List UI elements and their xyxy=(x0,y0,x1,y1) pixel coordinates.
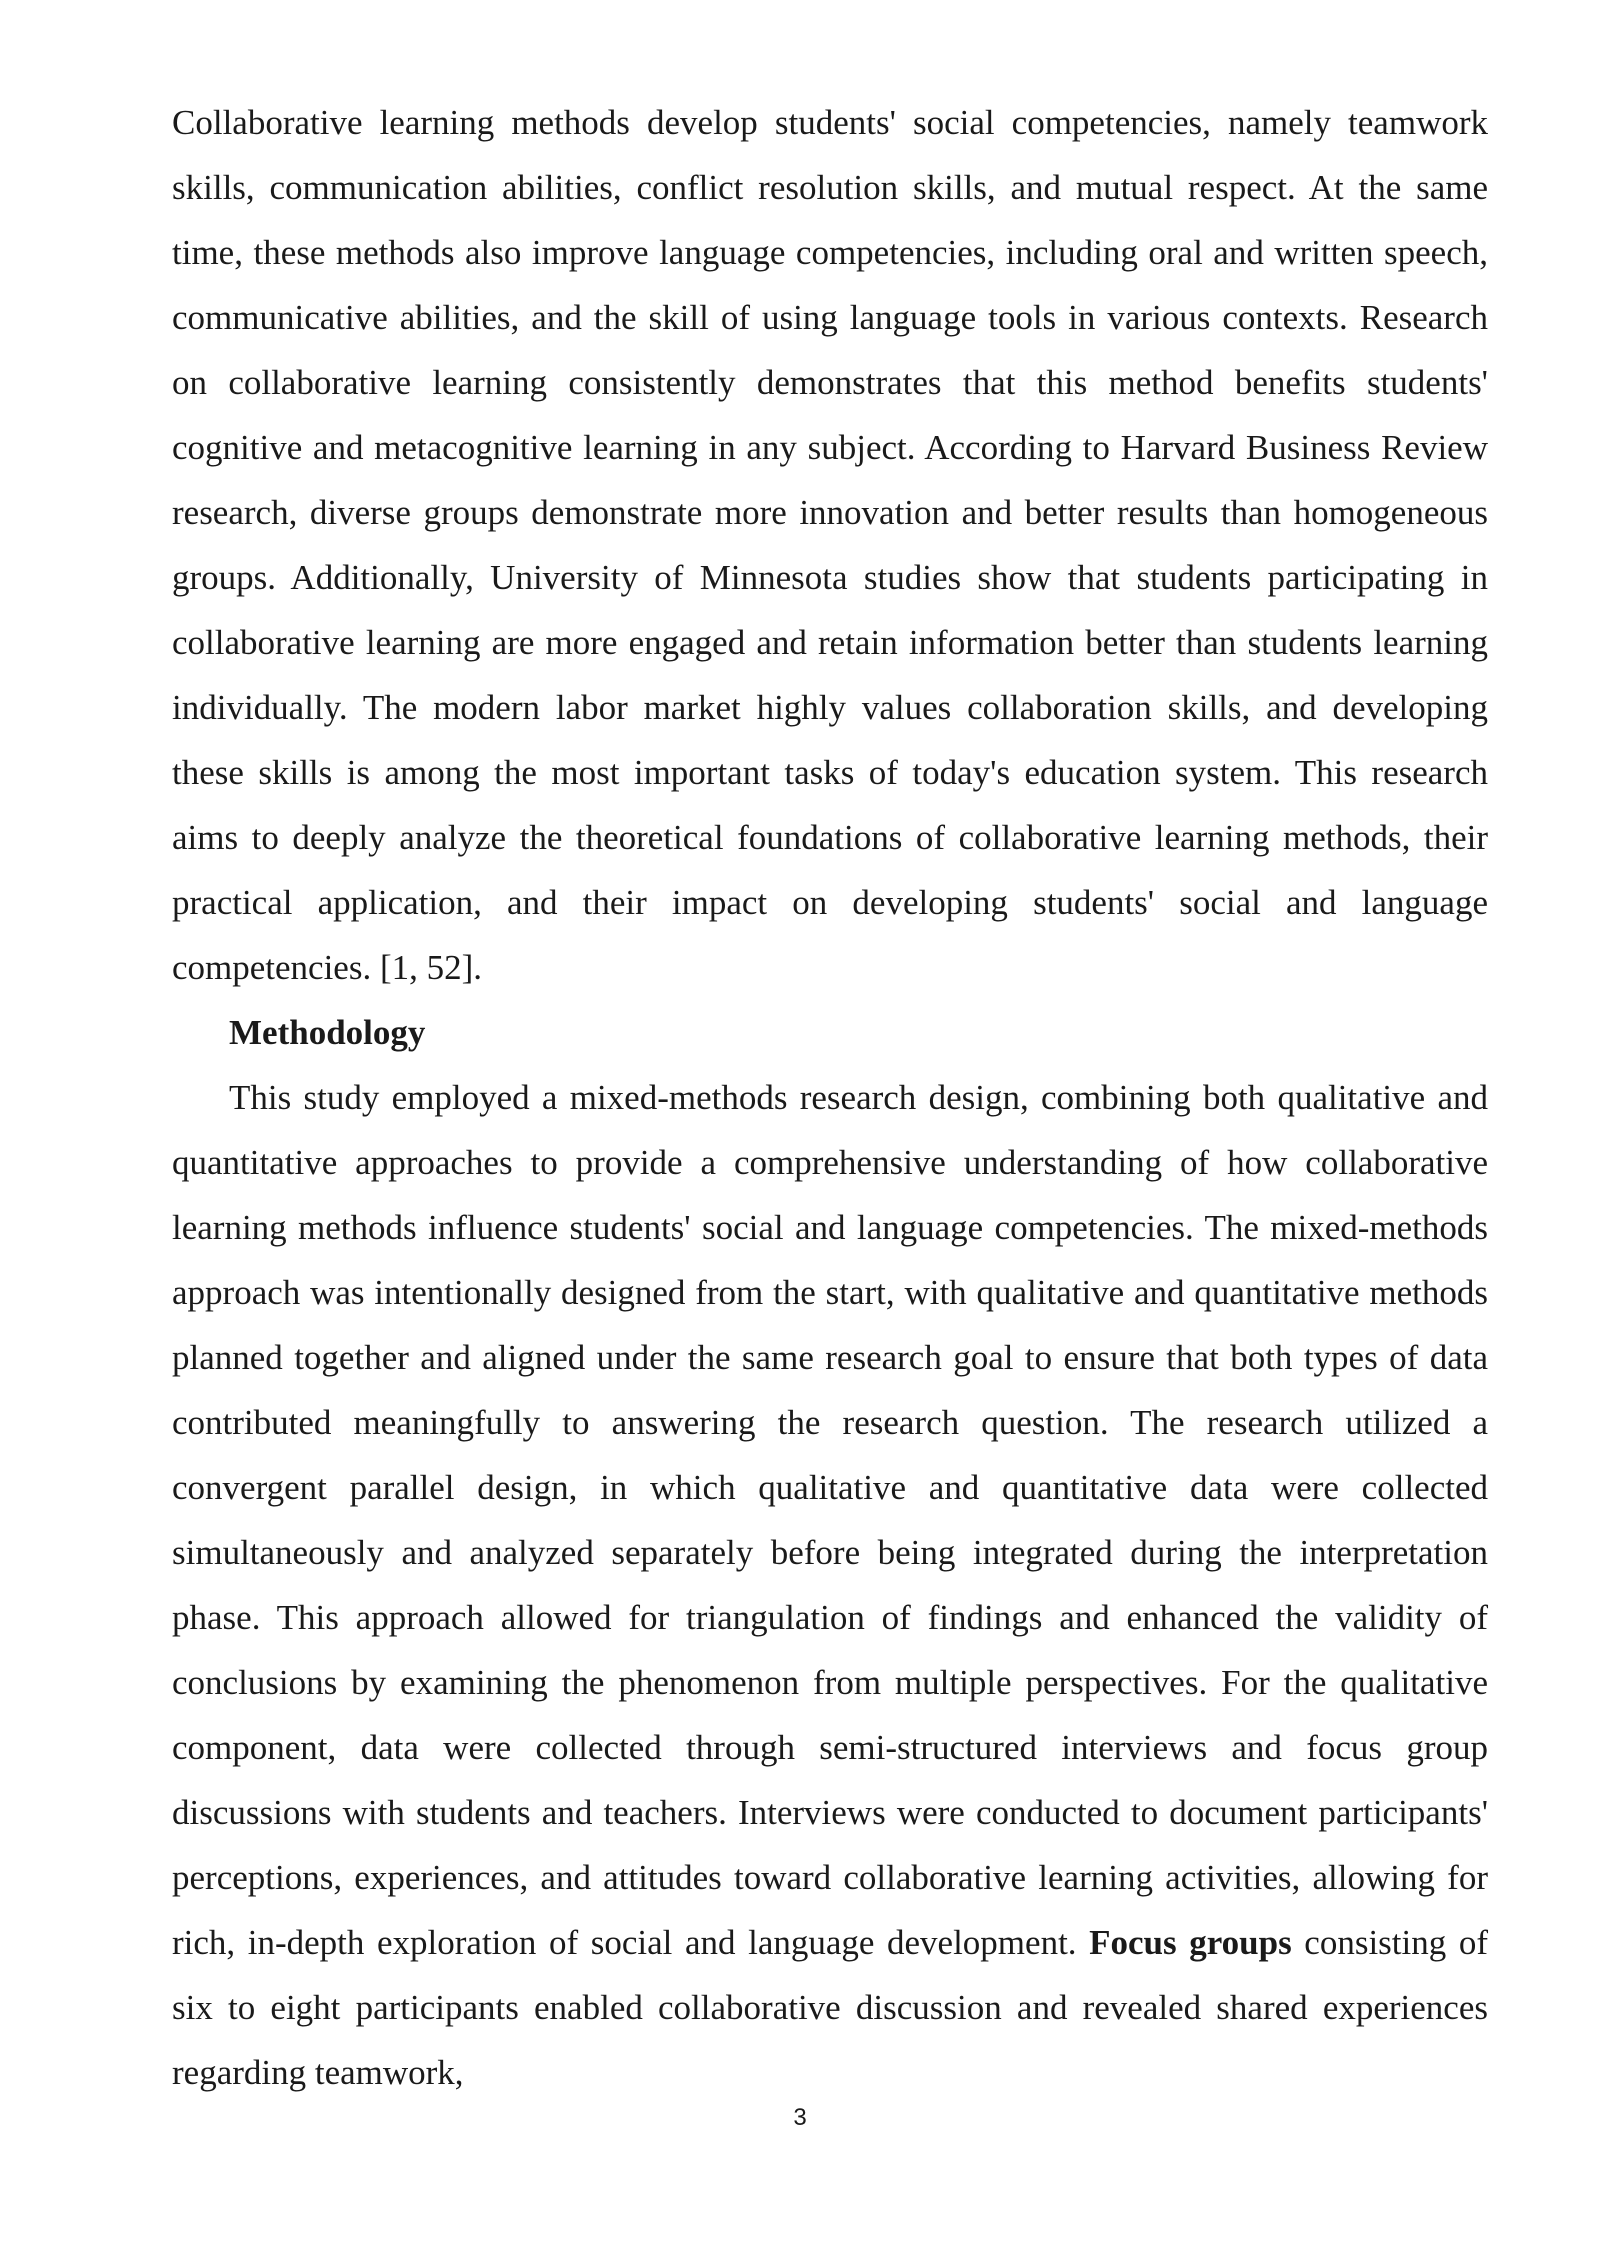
section-heading: Methodology xyxy=(229,1013,426,1052)
bold-term: Focus groups xyxy=(1089,1923,1292,1962)
body-paragraph: Collaborative learning methods develop students' social competencies, namely teamwork skills, communication abilities, conflict resolution skills, and mutual respect. At the same time, these methods also improve language competencies, including oral and written speech, communicative abilities, and the skill of using language tools in various contexts. Research on collaborative learning consistently demonstrates that this method benefits students' cognitive and metacognitive learning in any subject. According to Harvard Business Review research, diverse groups demonstrate more innovation and better results than homogeneous groups. Additionally, University of Minnesota studies show that students participating in collaborative learning are more engaged and retain information better than students learning individually. The modern labor market highly values collaboration skills, and developing these skills is among the most important tasks of today's education system. This research aims to deeply analyze the theoretical foundations of collaborative learning methods, their practical application, and their impact on developing students' social and language competencies. [1, 52]. xyxy=(172,103,1488,987)
body-paragraph xyxy=(172,1065,1488,2105)
page-number: 3 xyxy=(793,2104,807,2131)
paragraph-text: consisting of six to eight participants enabled collaborative discussion and revealed shared experiences regarding teamwork, xyxy=(172,1923,1488,2092)
document-body xyxy=(172,90,1488,2105)
paragraph-text: This study employed a mixed-methods research design, combining both qualitative and quantitative approaches to provide a comprehensive understanding of how collaborative learning methods influence students' social and language competencies. The mixed-methods approach was intentionally designed from the start, with qualitative and quantitative methods planned together and aligned under the same research goal to ensure that both types of data contributed meaningfully to answering the research question. The research utilized a convergent parallel design, in which qualitative and quantitative data were collected simultaneously and analyzed separately before being integrated during the interpretation phase. This approach allowed for triangulation of findings and enhanced the validity of conclusions by examining the phenomenon from multiple perspectives. For the qualitative component, data were collected through semi-structured interviews and focus group discussions with students and teachers. Interviews were conducted to document participants' perceptions, experiences, and attitudes toward collaborative learning activities, allowing for rich, in-depth exploration of social and language development. xyxy=(172,1078,1488,1962)
